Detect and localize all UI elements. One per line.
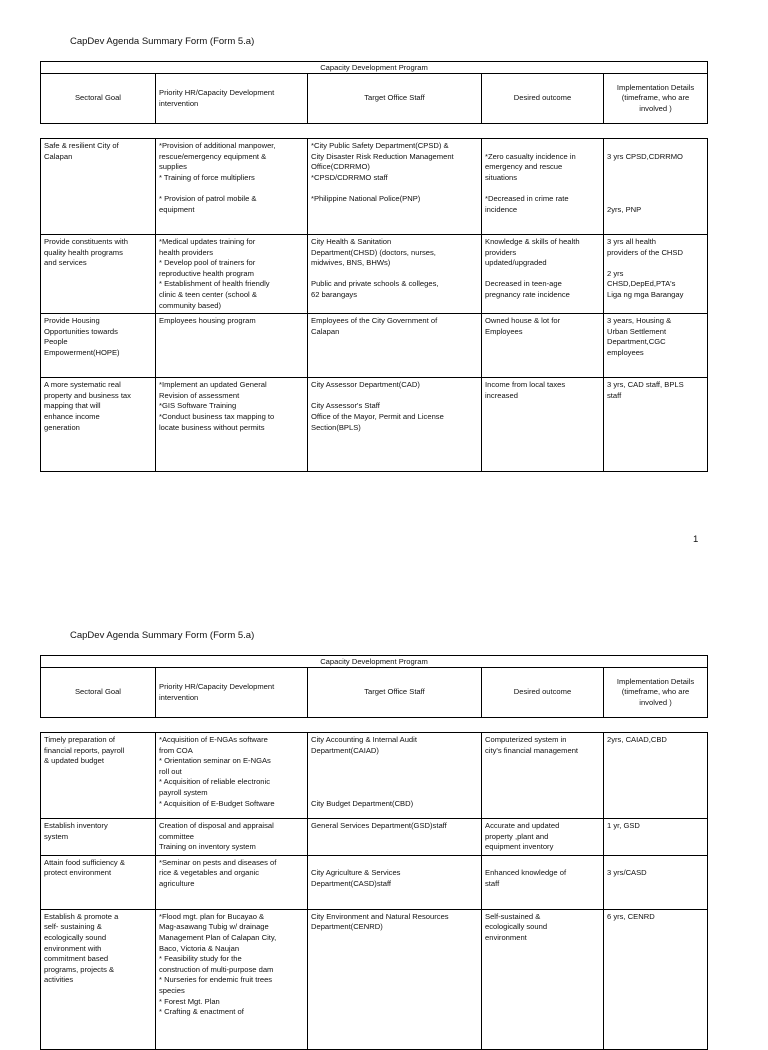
cell-target-staff (308, 314, 482, 378)
cell-text-line (311, 777, 478, 788)
cell-intervention (156, 819, 308, 856)
cell-text-line: Income from local taxes (485, 380, 566, 390)
cell-text-line: Urban Settlement (607, 326, 667, 336)
cell-text-line: commitment based (44, 954, 109, 964)
cell-text-line: ecologically sound (485, 922, 548, 932)
cell-text-line: Public and private schools & colleges, (311, 279, 439, 289)
col-header-sectoral-goal: Sectoral Goal (41, 668, 156, 718)
cell-text-line: employees (607, 347, 644, 357)
cell-text-line: from COA (159, 745, 193, 755)
cell-target-staff (308, 733, 482, 819)
cell-text-line: Opportunities towards (44, 326, 118, 336)
table-row (41, 139, 708, 235)
cell-text-line: Section(BPLS) (311, 422, 361, 432)
form-title: CapDev Agenda Summary Form (Form 5.a) (70, 36, 255, 47)
cell-text-line: * Provision of patrol mobile & (159, 193, 257, 203)
cell-text-line: 62 barangays (311, 289, 358, 299)
cell-text-line: supplies (159, 162, 187, 172)
col-header-sectoral-goal: Sectoral Goal (41, 74, 156, 124)
cell-text-line: midwives, BNS, BHWs) (311, 258, 391, 268)
cell-text-line: *CPSD/CDRRMO staff (311, 172, 388, 182)
cell-text-line: City Budget Department(CBD) (311, 798, 414, 808)
cell-text-line: incidence (485, 204, 518, 214)
cell-text-line: rice & vegetables and organic (159, 868, 260, 878)
cell-text-line: payroll system (159, 787, 208, 797)
program-header: Capacity Development Program (41, 62, 708, 74)
cell-text-line: providers of the CHSD (607, 247, 683, 257)
cell-text-line: CHSD,DepEd,PTA's (607, 279, 676, 289)
cell-text-line: rescue/emergency equipment & (159, 151, 267, 161)
cell-text-line: City Disaster Risk Reduction Management (311, 151, 454, 161)
cell-text-line: A more systematic real (44, 380, 121, 390)
cell-text-line: *Seminar on pests and diseases of (159, 857, 277, 867)
col-header-intervention: Priority HR/Capacity Development intervention (156, 668, 308, 718)
cell-text-line: equipment inventory (485, 842, 554, 852)
cell-text-line (485, 141, 600, 152)
cell-text-line (607, 173, 704, 184)
col-header-implementation-details: Implementation Details (timeframe, who are involved ) (604, 668, 708, 718)
cell-text-line: Calapan (311, 326, 340, 336)
cell-desired-outcome (482, 855, 604, 909)
cell-text-line: Establish inventory (44, 821, 108, 830)
cell-text-line: staff (607, 390, 622, 400)
capdev-table-header (40, 655, 708, 718)
capdev-table-body (40, 138, 708, 472)
cell-text-line: * Acquisition of reliable electronic (159, 777, 271, 787)
col-header-intervention: Priority HR/Capacity Development intervention (156, 74, 308, 124)
cell-text-line: updated/upgraded (485, 258, 547, 268)
cell-intervention (156, 855, 308, 909)
cell-text-line: * Training of force multipliers (159, 172, 255, 182)
cell-text-line: situations (485, 172, 518, 182)
cell-sectoral-goal (41, 855, 156, 909)
col-header-desired-outcome: Desired outcome (482, 74, 604, 124)
cell-sectoral-goal (41, 378, 156, 472)
cell-text-line: Self-sustained & (485, 911, 541, 921)
cell-text-line: 6 yrs, CENRD (607, 911, 655, 921)
cell-text-line: Timely preparation of (44, 735, 116, 744)
cell-text-line: Department(CASD)staff (311, 878, 392, 888)
cell-desired-outcome (482, 909, 604, 1049)
cell-text-line: City Agriculture & Services (311, 868, 401, 878)
cell-text-line: Department(CHSD) (doctors, nurses, (311, 247, 436, 257)
cell-text-line: staff (485, 878, 500, 888)
cell-text-line: Management Plan of Calapan City, (159, 932, 277, 942)
cell-text-line: * Feasibility study for the (159, 954, 242, 964)
cell-text-line: Computerized system in (485, 735, 567, 744)
cell-text-line (159, 183, 304, 194)
cell-text-line: clinic & teen center (school & (159, 289, 257, 299)
cell-intervention (156, 235, 308, 314)
cell-target-staff (308, 909, 482, 1049)
cell-text-line: pregnancy rate incidence (485, 289, 570, 299)
cell-text-line (607, 183, 704, 194)
table-row (41, 378, 708, 472)
cell-text-line: roll out (159, 766, 182, 776)
cell-text-line: and services (44, 258, 87, 268)
cell-text-line (607, 141, 704, 152)
cell-text-line: Enhanced knowledge of (485, 868, 567, 878)
cell-text-line: Employees housing program (159, 316, 256, 326)
cell-text-line: Revision of assessment (159, 390, 240, 400)
cell-text-line: City Accounting & Internal Audit (311, 735, 417, 744)
cell-text-line: *Decreased in crime rate (485, 193, 569, 203)
cell-text-line (311, 269, 478, 280)
cell-text-line: 3 yrs all health (607, 237, 656, 246)
cell-text-line: Calapan (44, 151, 73, 161)
cell-text-line: Training on inventory system (159, 842, 256, 852)
cell-text-line: Decreased in teen-age (485, 279, 562, 289)
cell-text-line: Mag-asawang Tubig w/ drainage (159, 922, 269, 932)
cell-text-line: community based) (159, 300, 222, 310)
cell-text-line: reproductive health program (159, 268, 254, 278)
cell-text-line: Provide constituents with (44, 237, 128, 246)
cell-implementation-details (604, 733, 708, 819)
cell-text-line: emergency and rescue (485, 162, 563, 172)
capdev-table-header (40, 61, 708, 124)
cell-text-line: locate business without permits (159, 422, 265, 432)
cell-text-line: system (44, 831, 69, 841)
cell-desired-outcome (482, 733, 604, 819)
cell-desired-outcome (482, 378, 604, 472)
cell-text-line: Attain food sufficiency & (44, 857, 125, 867)
col-header-target-staff: Target Office Staff (308, 74, 482, 124)
cell-text-line: * Acquisition of E-Budget Software (159, 798, 275, 808)
cell-text-line: City Assessor's Staff (311, 401, 380, 411)
cell-text-line: Employees (485, 326, 523, 336)
table-row (41, 733, 708, 819)
cell-intervention (156, 378, 308, 472)
cell-text-line: enhance income (44, 411, 100, 421)
cell-intervention (156, 314, 308, 378)
form-title: CapDev Agenda Summary Form (Form 5.a) (70, 630, 255, 641)
cell-target-staff (308, 378, 482, 472)
cell-text-line: City Health & Sanitation (311, 237, 392, 246)
cell-text-line (607, 258, 704, 269)
cell-sectoral-goal (41, 314, 156, 378)
cell-implementation-details (604, 819, 708, 856)
cell-text-line: General Services Department(GSD)staff (311, 821, 447, 830)
cell-intervention (156, 733, 308, 819)
cell-text-line: providers (485, 247, 517, 257)
cell-text-line: * Forest Mgt. Plan (159, 996, 220, 1006)
cell-text-line: *Provision of additional manpower, (159, 141, 276, 150)
cell-text-line: * Establishment of health friendly (159, 279, 270, 289)
cell-intervention (156, 909, 308, 1049)
cell-desired-outcome (482, 314, 604, 378)
cell-text-line: property ,plant and (485, 831, 549, 841)
cell-text-line: equipment (159, 204, 195, 214)
cell-text-line: *Implement an updated General (159, 380, 267, 390)
cell-implementation-details (604, 855, 708, 909)
cell-target-staff (308, 819, 482, 856)
cell-text-line: species (159, 985, 185, 995)
col-header-target-staff: Target Office Staff (308, 668, 482, 718)
cell-text-line: mapping that will (44, 401, 101, 411)
cell-text-line: Knowledge & skills of health (485, 237, 580, 246)
cell-target-staff (308, 139, 482, 235)
cell-text-line: Provide Housing (44, 316, 100, 326)
cell-text-line: * Nurseries for endemic fruit trees (159, 975, 273, 985)
cell-text-line: City Assessor Department(CAD) (311, 380, 420, 390)
table-row (41, 235, 708, 314)
cell-text-line (607, 194, 704, 205)
cell-text-line: agriculture (159, 878, 195, 888)
cell-text-line: committee (159, 831, 195, 841)
cell-text-line: Safe & resilient City of (44, 141, 119, 150)
cell-text-line (311, 858, 478, 869)
cell-text-line: 2yrs, CAIAD,CBD (607, 735, 667, 744)
cell-text-line (311, 391, 478, 402)
cell-text-line: *Conduct business tax mapping to (159, 411, 275, 421)
cell-text-line: * Develop pool of trainers for (159, 258, 256, 268)
cell-text-line: activities (44, 975, 74, 985)
cell-text-line: *Acquisition of E-NGAs software (159, 735, 268, 744)
cell-text-line: Employees of the City Government of (311, 316, 438, 326)
cell-text-line: Department,CGC (607, 337, 666, 347)
cell-text-line: Office(CDRRMO) (311, 162, 370, 172)
page-number: 1 (693, 534, 699, 545)
cell-text-line: generation (44, 422, 80, 432)
program-header: Capacity Development Program (41, 656, 708, 668)
cell-implementation-details (604, 139, 708, 235)
cell-text-line: *Medical updates training for (159, 237, 256, 246)
cell-text-line: Office of the Mayor, Permit and License (311, 411, 444, 421)
cell-text-line (311, 183, 478, 194)
cell-text-line: City Environment and Natural Resources (311, 911, 449, 921)
cell-implementation-details (604, 378, 708, 472)
cell-text-line: environment (485, 932, 527, 942)
cell-text-line: 3 yrs/CASD (607, 868, 647, 878)
cell-text-line: construction of multi-purpose dam (159, 964, 274, 974)
cell-sectoral-goal (41, 909, 156, 1049)
cell-text-line (311, 756, 478, 767)
cell-text-line: *GIS Software Training (159, 401, 237, 411)
table-row (41, 819, 708, 856)
cell-text-line: health providers (159, 247, 214, 257)
cell-desired-outcome (482, 819, 604, 856)
cell-text-line: financial reports, payroll (44, 745, 125, 755)
cell-text-line (485, 183, 600, 194)
cell-text-line: 2yrs, PNP (607, 204, 642, 214)
cell-text-line: Empowerment(HOPE) (44, 347, 120, 357)
cell-text-line (485, 858, 600, 869)
cell-target-staff (308, 855, 482, 909)
cell-text-line: *Philippine National Police(PNP) (311, 193, 421, 203)
cell-text-line: 1 yr, GSD (607, 821, 640, 830)
cell-text-line: Liga ng mga Barangay (607, 289, 684, 299)
cell-text-line: Baco, Victoria & Naujan (159, 943, 240, 953)
cell-sectoral-goal (41, 819, 156, 856)
cell-text-line: 3 yrs, CAD staff, BPLS (607, 380, 684, 390)
cell-implementation-details (604, 909, 708, 1049)
cell-text-line: property and business tax (44, 390, 131, 400)
cell-text-line: 3 years, Housing & (607, 316, 672, 326)
cell-text-line: programs, projects & (44, 964, 115, 974)
cell-text-line (607, 858, 704, 869)
cell-text-line (607, 162, 704, 173)
col-header-desired-outcome: Desired outcome (482, 668, 604, 718)
cell-text-line: ecologically sound (44, 932, 107, 942)
cell-text-line: Creation of disposal and appraisal (159, 821, 274, 830)
cell-text-line: People (44, 337, 68, 347)
cell-desired-outcome (482, 139, 604, 235)
cell-text-line (485, 269, 600, 280)
cell-text-line: Department(CENRD) (311, 922, 383, 932)
cell-text-line: increased (485, 390, 518, 400)
cell-text-line: * Crafting & enactment of (159, 1007, 244, 1017)
cell-text-line (311, 767, 478, 778)
cell-text-line: Establish & promote a (44, 911, 119, 921)
cell-text-line: protect environment (44, 868, 112, 878)
cell-implementation-details (604, 235, 708, 314)
cell-sectoral-goal (41, 235, 156, 314)
cell-text-line: * Orientation seminar on E-NGAs (159, 756, 271, 766)
capdev-table-body (40, 732, 708, 1050)
cell-text-line: quality health programs (44, 247, 123, 257)
cell-text-line: & updated budget (44, 756, 104, 766)
cell-text-line: Accurate and updated (485, 821, 560, 830)
col-header-implementation-details: Implementation Details (timeframe, who are involved ) (604, 74, 708, 124)
table-row (41, 855, 708, 909)
cell-text-line: 3 yrs CPSD,CDRRMO (607, 151, 683, 161)
cell-text-line: Owned house & lot for (485, 316, 561, 326)
cell-text-line: 2 yrs (607, 268, 624, 278)
table-row (41, 314, 708, 378)
document-page-2 (0, 594, 768, 1024)
cell-intervention (156, 139, 308, 235)
cell-text-line: *City Public Safety Department(CPSD) & (311, 141, 449, 150)
table-row (41, 909, 708, 1049)
cell-text-line: Department(CAIAD) (311, 745, 379, 755)
cell-text-line: city's financial management (485, 745, 579, 755)
cell-desired-outcome (482, 235, 604, 314)
cell-text-line: self- sustaining & (44, 922, 102, 932)
cell-sectoral-goal (41, 139, 156, 235)
cell-text-line: *Zero casualty incidence in (485, 151, 576, 161)
cell-sectoral-goal (41, 733, 156, 819)
cell-implementation-details (604, 314, 708, 378)
cell-text-line: *Flood mgt. plan for Bucayao & (159, 911, 265, 921)
cell-text-line (311, 788, 478, 799)
cell-text-line: environment with (44, 943, 102, 953)
cell-target-staff (308, 235, 482, 314)
